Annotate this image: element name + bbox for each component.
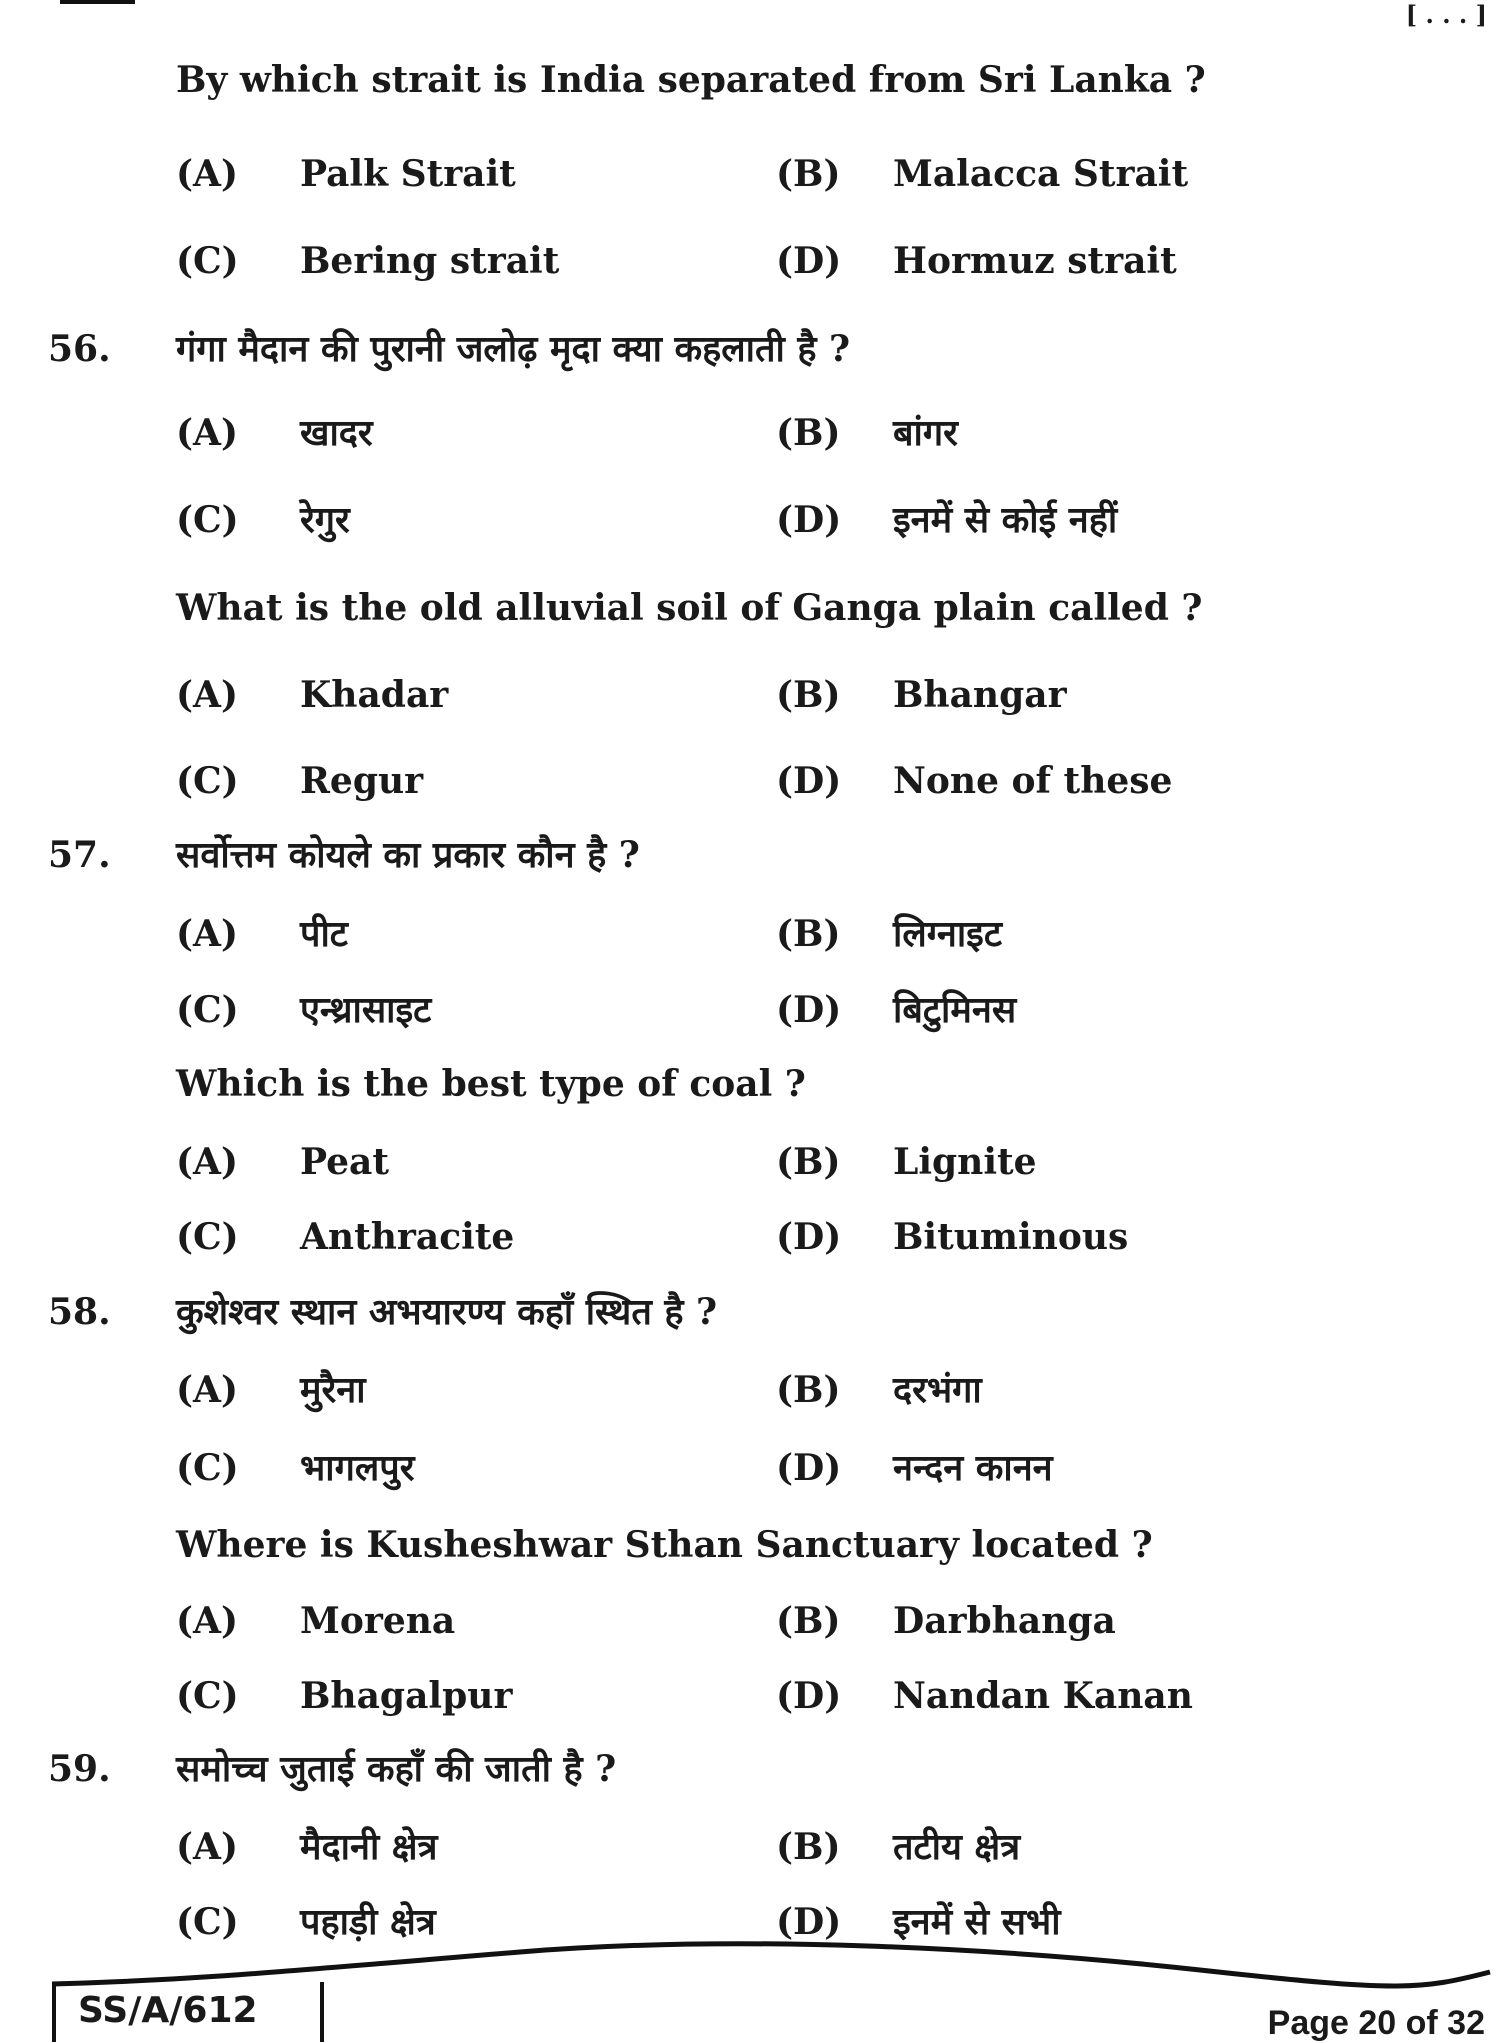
option-label: (A): [176, 1826, 238, 1868]
option-label: (D): [776, 1675, 842, 1717]
option-label: (A): [176, 153, 238, 195]
option-text: नन्दन कानन: [893, 1447, 1053, 1489]
option-text: लिग्नाइट: [893, 913, 1002, 955]
corner-mark: [ . . . ]: [1405, 0, 1487, 29]
question-text: Which is the best type of coal ?: [176, 1063, 806, 1105]
option-label: (B): [776, 412, 841, 454]
option-text: Morena: [300, 1600, 456, 1642]
question-text: सर्वोत्तम कोयले का प्रकार कौन है ?: [176, 834, 640, 876]
option-label: (D): [776, 499, 842, 541]
option-label: (D): [776, 989, 842, 1031]
option-text: पीट: [300, 913, 348, 955]
top-edge-mark: [60, 0, 135, 4]
option-text: रेगुर: [300, 499, 350, 541]
option-label: (A): [176, 913, 238, 955]
option-label: (B): [776, 1600, 841, 1642]
option-label: (C): [176, 499, 239, 541]
question-text: गंगा मैदान की पुरानी जलोढ़ मृदा क्या कहलाती है ?: [176, 328, 851, 370]
option-label: (C): [176, 1901, 239, 1943]
option-label: (C): [176, 1447, 239, 1489]
option-label: (D): [776, 1216, 842, 1258]
question-text: What is the old alluvial soil of Ganga plain called ?: [176, 587, 1203, 629]
option-text: Malacca Strait: [893, 153, 1189, 195]
option-label: (D): [776, 240, 842, 282]
page-number: Page 20 of 32: [1267, 2004, 1485, 2042]
option-label: (C): [176, 240, 239, 282]
option-text: Bering strait: [300, 240, 560, 282]
option-text: Peat: [300, 1141, 389, 1183]
paper-code: SS/A/612: [78, 1990, 258, 2031]
option-text: पहाड़ी क्षेत्र: [300, 1901, 436, 1943]
option-text: इनमें से सभी: [893, 1901, 1061, 1943]
option-text: बांगर: [893, 412, 958, 454]
option-label: (A): [176, 1600, 238, 1642]
option-label: (A): [176, 674, 238, 716]
option-text: Bhagalpur: [300, 1675, 513, 1717]
option-label: (D): [776, 1901, 842, 1943]
option-text: Regur: [300, 760, 424, 802]
option-text: Bhangar: [893, 674, 1067, 716]
option-label: (B): [776, 1369, 841, 1411]
option-label: (B): [776, 1141, 841, 1183]
option-text: Palk Strait: [300, 153, 516, 195]
question-text: By which strait is India separated from Sri Lanka ?: [176, 59, 1206, 101]
option-text: तटीय क्षेत्र: [893, 1826, 1021, 1868]
question-number: 56.: [48, 328, 111, 370]
option-text: भागलपुर: [300, 1447, 415, 1489]
option-label: (D): [776, 760, 842, 802]
option-text: Khadar: [300, 674, 449, 716]
option-text: Anthracite: [300, 1216, 515, 1258]
option-text: Hormuz strait: [893, 240, 1177, 282]
question-number: 57.: [48, 834, 111, 876]
option-label: (A): [176, 1369, 238, 1411]
option-text: None of these: [893, 760, 1173, 802]
option-text: Darbhanga: [893, 1600, 1116, 1642]
question-number: 58.: [48, 1291, 111, 1333]
option-text: मुरैना: [300, 1369, 366, 1411]
option-text: एन्थ्रासाइट: [300, 989, 432, 1031]
option-text: मैदानी क्षेत्र: [300, 1826, 438, 1868]
question-text: समोच्च जुताई कहाँ की जाती है ?: [176, 1748, 617, 1790]
question-text: कुशेश्वर स्थान अभयारण्य कहाँ स्थित है ?: [176, 1291, 718, 1333]
option-text: Lignite: [893, 1141, 1037, 1183]
option-label: (C): [176, 1216, 239, 1258]
option-label: (A): [176, 412, 238, 454]
option-text: दरभंगा: [893, 1369, 982, 1411]
option-text: Bituminous: [893, 1216, 1129, 1258]
option-label: (A): [176, 1141, 238, 1183]
option-text: बिटुमिनस: [893, 989, 1017, 1031]
option-text: Nandan Kanan: [893, 1675, 1193, 1717]
option-label: (B): [776, 674, 841, 716]
option-text: इनमें से कोई नहीं: [893, 499, 1118, 541]
option-text: खादर: [300, 412, 373, 454]
option-label: (B): [776, 1826, 841, 1868]
option-label: (D): [776, 1447, 842, 1489]
option-label: (C): [176, 1675, 239, 1717]
question-text: Where is Kusheshwar Sthan Sanctuary located ?: [176, 1524, 1153, 1566]
option-label: (B): [776, 153, 841, 195]
question-number: 59.: [48, 1748, 111, 1790]
option-label: (B): [776, 913, 841, 955]
option-label: (C): [176, 760, 239, 802]
option-label: (C): [176, 989, 239, 1031]
